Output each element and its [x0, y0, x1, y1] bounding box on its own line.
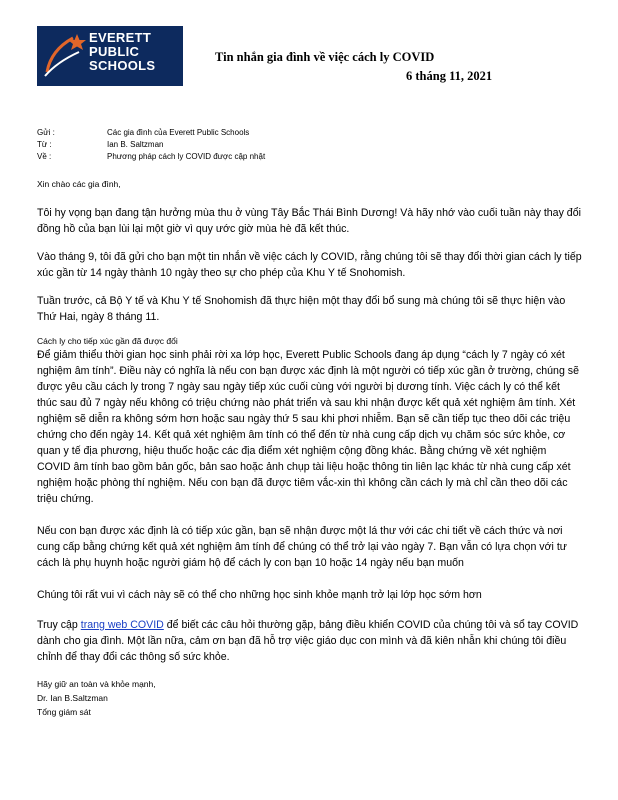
website-prefix: Truy cập: [37, 619, 81, 631]
logo-line-everett: EVERETT: [89, 30, 152, 45]
paragraph-september-update: Vào tháng 9, tôi đã gửi cho bạn một tin nhắn về việc cách ly COVID, rằng chúng tôi sẽ thay đổi thời gian cách ly tiếp xúc gần từ 14 ngày thành 10 ngày theo sự cho phép của Khu Y tế Snohomish.: [37, 251, 582, 279]
section-heading: Cách ly cho tiếp xúc gần đã được đổi: [37, 336, 178, 346]
title-subject: Tin nhắn gia đình về việc cách ly COVID: [215, 50, 435, 64]
greeting: Xin chào các gia đình,: [37, 179, 121, 189]
to-value: Các gia đình của Everett Public Schools: [107, 128, 250, 137]
paragraph-return-to-class: Chúng tôi rất vui vì cách này sẽ có thể cho những học sinh khỏe mạnh trở lại lớp học sớm hơn: [37, 589, 482, 601]
letter-title: [215, 50, 595, 84]
subject-label: Về :: [37, 152, 52, 161]
to-label: Gửi :: [37, 128, 55, 137]
subject-value: Phương pháp cách ly COVID được cập nhật: [107, 152, 266, 161]
paragraph-quarantine-details: Để giảm thiểu thời gian học sinh phải rời xa lớp học, Everett Public Schools đang áp dụng “cách ly 7 ngày có xét nghiệm âm tính”. Điều này có nghĩa là nếu con bạn được xác định là một người có tiếp xúc gần ở trường, chúng sẽ được yêu cầu cách ly trong 7 ngày sau ngày tiếp xúc cuối cùng với người bị dương tính. Việc cách ly có thể kết thúc sau đủ 7 ngày nếu không có triệu chứng nào phát triển và sau khi nhận được kết quả xét nghiệm âm tính. Xét nghiệm sẽ diễn ra không sớm hơn hoặc sau ngày thứ 5 sau khi phơi nhiễm. Bạn sẽ cần tiếp tục theo dõi các triệu chứng cho đến ngày 14. Kết quả xét nghiệm âm tính có thể đến từ nhà cung cấp dịch vụ chăm sóc sức khỏe, cơ quan y tế địa phương, hiệu thuốc hoặc các địa điểm xét nghiệm cộng đồng khác. Bằng chứng về xét nghiệm COVID âm tính bao gồm bản gốc, bản sao hoặc ảnh chụp tài liệu hoặc thông tin liên lạc khác từ nhà cung cấp xét nghiệm hoặc phòng thí nghiệm. Nếu con bạn đã được tiêm vắc-xin thì không cần cách ly mà chỉ cần theo dõi các triệu chứng.: [37, 349, 579, 505]
logo-line-public: PUBLIC: [89, 44, 140, 59]
paragraph-last-week: Tuần trước, cả Bộ Y tế và Khu Y tế Snohomish đã thực hiện một thay đổi bổ sung mà chúng tôi sẽ thực hiện vào Thứ Hai, ngày 8 tháng 11.: [37, 295, 566, 323]
website-suffix: để biết các câu hỏi thường gặp, bảng điều khiển COVID của chúng tôi và sổ tay COVID dành cho gia đình. Một lần nữa, cảm ơn bạn đã hỗ trợ việc giáo dục con mình và đã kiên nhẫn khi chúng tôi điều chỉnh để thay đổi các thông số sức khỏe.: [37, 619, 579, 663]
covid-website-link[interactable]: trang web COVID: [80, 619, 164, 631]
star-swoosh-icon: [43, 32, 87, 80]
paragraph-covid-website: [37, 617, 582, 665]
letter-body: [37, 177, 582, 719]
paragraph-close-contact-letter: Nếu con bạn được xác định là có tiếp xúc gần, bạn sẽ nhận được một lá thư với các chi tiết về cách thức và nơi cung cấp bằng chứng kết quả xét nghiệm âm tính để chúng có thể trở lại vào ngày 7. Bạn vẫn có lựa chọn với tư cách là phụ huynh hoặc người giám hộ để cách ly con bạn 10 hoặc 14 ngày nếu bạn muốn: [37, 525, 567, 569]
logo-line-schools: SCHOOLS: [89, 58, 156, 73]
from-value: Ian B. Saltzman: [107, 140, 164, 149]
closing: Hãy giữ an toàn và khỏe mạnh,: [37, 679, 156, 689]
signature-name: Dr. Ian B.Saltzman: [37, 693, 108, 703]
signature-title: Tổng giám sát: [37, 707, 91, 717]
title-date: 6 tháng 11, 2021: [406, 69, 493, 83]
everett-public-schools-logo: [37, 26, 183, 86]
paragraph-autumn: Tôi hy vọng bạn đang tận hưởng mùa thu ở vùng Tây Bắc Thái Bình Dương! Và hãy nhớ vào cuối tuần này thay đổi đồng hồ của bạn lùi lại một giờ vì quy ước giờ mùa hè đã kết thúc.: [37, 207, 581, 235]
from-label: Từ :: [37, 140, 52, 149]
